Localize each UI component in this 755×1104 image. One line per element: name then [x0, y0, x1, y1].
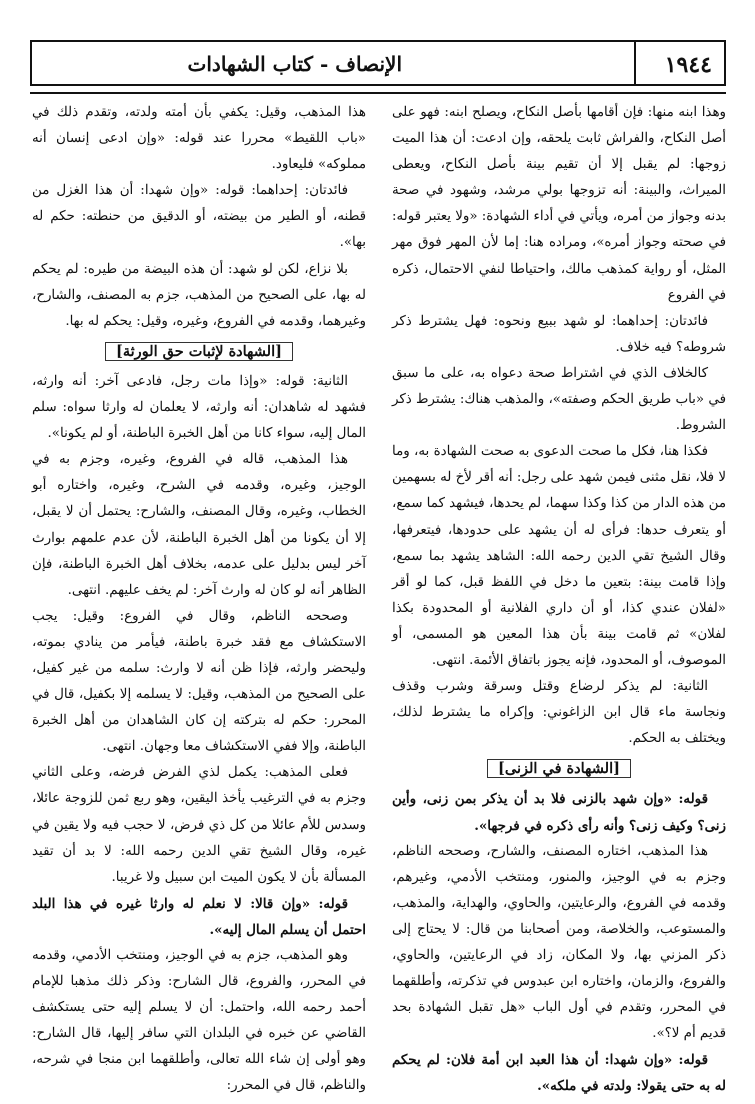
paragraph: كالخلاف الذي في اشتراط صحة دعواه به، على ما سبق في «باب طريق الحكم وصفته»، والمذهب هناك: يشترط ذكر الشروط. [392, 365, 726, 434]
page-number: ١٩٤٤ [664, 52, 712, 78]
paragraph: فعلى المذهب: يكمل لذي الفرض فرضه، وعلى الثاني وجزم به في الترغيب يأخذ اليقين، وهو ربع ثمن للزوجة عائلا، وسدس للأم عائلا من كل ذي فرض، لا حجب فيه ولا يقين في غيره، وقال الشيخ تقي الدين رحمه الله: لا بد أن تقيد المسألة بأن لا يكون الميت ابن سبيل ولا غريبا. [32, 765, 366, 885]
section-heading-text: [الشهادة في الزنى] [487, 759, 631, 778]
header-page-number-box [636, 40, 726, 86]
paragraph: وصححه الناظم، وقال في الفروع: وقيل: يجب الاستكشاف مع فقد خبرة باطنة، فيأمر من ينادي بموته، وليحضر وارثه، فإذا ظن أنه لا وارث: سلمه من غير كفيل، على الصحيح من المذهب، وقيل: لا يسلمه إلا بكفيل، قال في المحرر: حكم له بتركته إن كان الشاهدان من أهل الخبرة الباطنة، وإلا ففي الاستكشاف معا وجهان. انتهى. [32, 608, 366, 755]
right-column [392, 100, 726, 1100]
paragraph: هذا المذهب، اختاره المصنف، والشارح، وصححه الناظم، وجزم به في الوجيز، والمنور، ومنتخب الأدمي، وغيرهم، وقدمه في الفروع، والرعايتين، والحاوي، والهداية، والمذهب، والمستوعب، والخلاصة، ومن أصحابنا من قال: لا يحتاج إلى ذكر المزني بها، ولا المكان، زاد في الرعايتين، والحاوي، والفروع، والزمان، واختاره ابن عبدوس في تذكرته، وأطلقهما في المحرر، وتقدم في أول الباب «هل تقبل الشهادة بحد قديم أم لا؟». [392, 843, 726, 1042]
quoted-text: قوله: «وإن شهد بالزنى فلا بد أن يذكر بمن زنى، وأين زنى؟ وكيف زنى؟ وأنه رأى ذكره في فرجها». [392, 791, 726, 834]
paragraph: هذا المذهب، قاله في الفروع، وغيره، وجزم به في الوجيز، وغيره، وقدمه في الشرح، وغيره، واختاره أبو الخطاب، وغيره، وقال المصنف، والشارح: يحتمل أن لا يقبل، إلا أن يكونا من أهل الخبرة الباطنة، لأن عدم علمهم بوارث آخر ليس بدليل على عدمه، بخلاف أهل الخبرة الباطنة، فإن الظاهر أنه لو كان له وارث آخر: لم يخف عليهم. انتهى. [32, 452, 366, 598]
header-rule [30, 92, 726, 94]
page-header [30, 34, 726, 94]
header-title-box [30, 40, 636, 86]
paragraph: فائدتان: إحداهما: لو شهد ببيع ونحوه: فهل يشترط ذكر شروطه؟ فيه خلاف. [392, 313, 726, 355]
paragraph: الثانية: لم يذكر لرضاع وقتل وسرقة وشرب وقذف ونجاسة ماء قال ابن الزاغوني: وإكراه ما يشترط لذلك، ويختلف به الحكم. [392, 679, 726, 747]
paragraph: هذا المذهب، وقيل: يكفي بأن أمته ولدته، وتقدم ذلك في «باب اللقيط» محررا عند قوله: «وإن ادعى إنسان أنه مملوكه» فليعاود. [32, 105, 366, 173]
quoted-text: قوله: «وإن قالا: لا نعلم له وارثا غيره في هذا البلد احتمل أن يسلم المال إليه». [32, 895, 366, 938]
quoted-text: قوله: «وإن شهدا: أن هذا العبد ابن أمة فلان: لم يحكم له به حتى يقولا: ولدته في ملكه». [392, 1052, 726, 1095]
book-page [30, 34, 726, 1094]
paragraph: وهو المذهب، جزم به في الوجيز، ومنتخب الأدمي، وقدمه في المحرر، والفروع، قال الشارح: وذكر ذلك مذهبا للإمام أحمد رحمه الله، واحتمل: أن لا يسلم إليه حتى يستكشف القاضي عن خبره في البلدان التي سافر إليها، قال الشارح: وهو أولى إن شاء الله تعالى، وأطلقهما ابن منجا في شرحه، والناظم، قال في المحرر: [32, 948, 366, 1094]
paragraph: الثانية: قوله: «وإذا مات رجل، فادعى آخر: أنه وارثه، فشهد له شاهدان: أنه وارثه، لا يعلمان له وارثا سواه: سلم المال إليه، سواء كانا من أهل الخبرة الباطنة، أو لم يكونا». [32, 373, 366, 442]
paragraph: فكذا هنا، فكل ما صحت الدعوى به صحت الشهادة به، وما لا فلا، نقل مثنى فيمن شهد على رجل: أنه أقر لأخ له بسهمين من هذه الدار من كذا وكذا سهما، لم يحدها، فيشهد كما سمع، أو يتعرف حدها: فرأى له أن يشهد على حدودها، فيتعرفها، وقال الشيخ تقي الدين رحمه الله: الشاهد يشهد بما سمع، وإذا قامت بينة: بتعين ما دخل في اللفظ قبل، كما لو أقر «لفلان عندي كذا، أو أن داري الفلانية أو المحدودة بكذا لفلان» ثم قامت بينة بأن هذا المعين هو المسمى، أو الموصوف، أو المحدود، فإنه يجوز باتفاق الأئمة. انتهى. [392, 444, 726, 668]
left-column [32, 100, 366, 1100]
section-heading-text: [الشهادة لإثبات حق الورثة] [105, 342, 293, 361]
header-title: الإنصاف - كتاب الشهادات [187, 52, 402, 76]
paragraph: بلا نزاع، لكن لو شهد: أن هذه البيضة من طيره: لم يحكم له بها، على الصحيح من المذهب، جزم به المصنف، والشارح، وغيرهما، وقدمه في الفروع، وغيره، وقيل: يحكم له بها. [32, 261, 366, 329]
paragraph: وهذا ابنه منها: فإن أقامها بأصل النكاح، ويصلح ابنه: فهو على أصل النكاح، والفراش ثابت يلحقه، وإن ادعت: أن هذا الميت زوجها: لم يقبل إلا أن تقيم بينة بأصل النكاح، ويعطى الميراث، والبينة: أنه تزوجها بولي مرشد، وشهود في صحة بدنه وجواز من أمره، ويأتي في أداء الشهادة: «ولا يعتبر قوله: في صحته وجواز أمره»، ومراده هنا: إما لأن المهر فوق مهر المثل، أو رواية كمذهب مالك، واحتياطا لنفي الاحتمال، ذكره في الفروع [391, 105, 726, 303]
section-heading [32, 339, 366, 365]
section-heading [392, 756, 726, 782]
paragraph: فائدتان: إحداهما: قوله: «وإن شهدا: أن هذا الغزل من قطنه، أو الطير من بيضته، أو الدقيق من حنطته: حكم له بها». [32, 183, 366, 251]
